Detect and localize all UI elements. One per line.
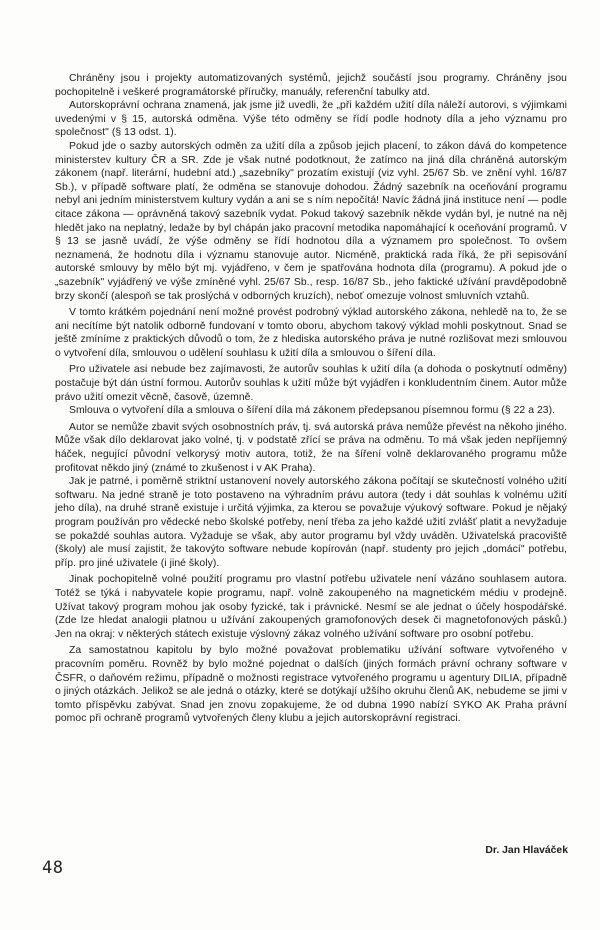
author-signature: Dr. Jan Hlaváček bbox=[485, 845, 568, 856]
paragraph-written-form: Smlouva o vytvoření díla a smlouva o šíření díla má zákonem předepsanou písemnou formu (§ 22 a 23). bbox=[69, 405, 556, 417]
paragraph-author-consent: Pro uživatele asi nebude bez zajímavosti, že autorův souhlas k užití díla (a dohoda o poskytnutí odměny) postačuje být dán ústní formou. Autorův souhlas k užití může být vyjádřen i konkludentním činem. Autor může právo užití omezit věcně, časově, územně. bbox=[55, 364, 567, 403]
paragraph-personal-rights: Autor se nemůže zbavit svých osobnostních práv, tj. svá autorská práva nemůže převést na někoho jiného. Může však dílo deklarovat jako volné, tj. v podstatě zřící se práva na odměnu. To má však jeden nepříjemný háček, negující původní velkorysý motiv autora, totiž, že na šíření volně deklarovaného programu může profitovat někdo jiný (známé to zkušenost i v AK Praha). bbox=[55, 421, 567, 474]
paragraph-copyright-protection: Autorskoprávní ochrana znamená, jak jsme již uvedli, že „při každém užití díla náleží autorovi, s výjimkami uvedenými v § 15, autorská odměna. Výše této odměny se řídí podle hodnoty díla a jeho významu pro společnost" (§ 13 odst. 1). bbox=[55, 100, 567, 139]
paragraph-fee-rates: Pokud jde o sazby autorských odměn za užití díla a způsob jejich placení, to zákon dává do kompetence ministerstev kultury ČR a SR. Zde je však nutné podotknout, že zatímco na jiná díla chráněná autorským zákonem (např. literární, hudební atd.) „sazebníky" prozatím existují (viz vyhl. 25/67 Sb. ve znění vyhl. 16/87 Sb.), v případě software platí, že odměna se stanovuje dohodou. Žádný sazebník na oceňování programu nebyl ani jedním ministerstvem kultury vydán a ani se s ním nepočítá! Navíc žádná jiná instituce není — podle citace zákona — oprávněná takový sazebník vydat. Pokud takový sazebník někde vydán byl, je nutné na něj hledět jako na neplatný, ledaže by byl chápán jako pracovní metodika napomáhající k oceňování programů. V § 13 se jasně uvádí, že výše odměny se řídí hodnotou díla a významem pro společnost. To ovšem neznamená, že hodnotu díla i významu stanovuje autor. Nicméně, praktická rada říká, že při sepisování autorské smlouvy by mělo být mj. vyjádřeno, v čem je spatřována hodnota díla (programu). A pokud jde o „sazebník" vyjádřený ve výše zmíněné vyhl. 25/67 Sb., resp. 16/87 Sb., jeho faktické užívání pravděpodobně brzy skončí (alespoň se tak proslýchá v odborných kruzích), neboť omezuje volnost smluvních vztahů. bbox=[55, 140, 567, 302]
article-body bbox=[55, 72, 567, 726]
paragraph-free-use: Jak je patrné, i poměrně striktní ustanovení novely autorského zákona počítají se skutečností volného užití softwaru. Na jedné straně je toto postaveno na výhradním právu autora (tedy i dát souhlas k volnému užití jeho díla), na druhé straně existuje i určitá výjimka, za kterou se považuje výukový software. Pokud je nějaký program používán pro vědecké nebo školské potřeby, není třeba za jeho každé užití zvlášť platit a nevyžaduje se pokaždé souhlas autora. Vyžaduje se však, aby autor programu byl vždy uváděn. Uživatelská pracoviště (školy) ale musí zajistit, že takovýto software nebude kopírován (např. studenty pro jejich „domácí" potřebu, příp. pro jiné uživatele (i jiné školy). bbox=[55, 476, 567, 569]
paragraph-short-treatise: V tomto krátkém pojednání není možné provést podrobný výklad autorského zákona, nehledě na to, že se ani necítíme být natolik odborně fundovaní v tomto oboru, abychom takový výklad mohli poskytnout. Snad se ještě zmíníme z praktických důvodů o tom, že z hlediska autorského práva je nutné rozlišovat mezi smlouvou o vytvoření díla, smlouvou o udělení souhlasu k užití díla a smlouvou o šíření díla. bbox=[55, 307, 567, 359]
paragraph-protected-projects: Chráněny jsou i projekty automatizovaných systémů, jejichž součástí jsou programy. Chráněny jsou pochopitelně i veškeré programátorské příručky, manuály, referenční tabulky atd. bbox=[55, 73, 567, 98]
paragraph-separate-chapter: Za samostatnou kapitolu by bylo možné považovat problematiku užívání software vytvořeného v pracovním poměru. Rovněž by bylo možné pojednat o dalších (jiných formách právní ochrany software v ČSFR, o daňovém režimu, případně o možnosti registrace vytvořeného programu u agentury DILIA, případně o jiných otázkách. Jelikož se ale jedná o otázky, které se dotýkají užšího okruhu členů AK, nebudeme se jimi v tomto příspěvku zabývat. Snad jen znovu zopakujeme, že od dubna 1990 nabízí SYKO AK Praha právní pomoc při ochraně programů vytvořených členy klubu a jejich autorskoprávní registraci. bbox=[55, 645, 567, 725]
page-number: 48 bbox=[42, 858, 64, 878]
paragraph-own-use: Jinak pochopitelně volné použití programu pro vlastní potřebu uživatele není vázáno souhlasem autora. Totéž se týká i nabyvatele kopie programu, např. volně zakoupeného na magnetickém médiu v prodejně. Užívat takový program mohou jak osoby fyzické, tak i právnické. Nesmí se ale jednat o účely hospodářské. (Zde lze hledat analogii platnou u užívání zakoupených gramofonových desek či magnetofonových pásků.) Jen na okraj: v některých státech existuje výslovný zákaz volného užívání software pro osobní potřebu. bbox=[55, 574, 567, 640]
